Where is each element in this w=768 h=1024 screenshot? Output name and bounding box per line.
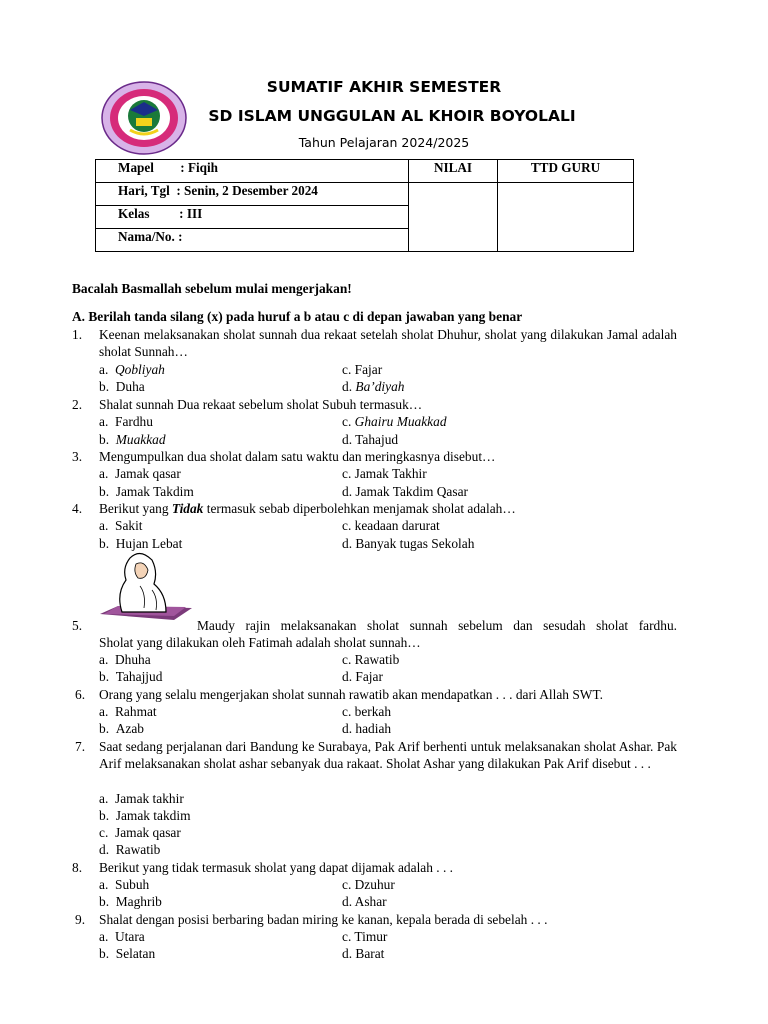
mapel-cell: Mapel : Fiqih <box>96 160 409 183</box>
q4-option-d[interactable]: d. Banyak tugas Sekolah <box>342 536 475 551</box>
q3-text: Mengumpulkan dua sholat dalam satu waktu dan meringkasnya disebut… <box>99 449 496 464</box>
q6-option-b[interactable]: b. Azab <box>99 721 145 736</box>
q7-option-b[interactable]: b. Jamak takdim <box>99 808 191 823</box>
q2-option-d[interactable]: d. Tahajud <box>342 432 399 447</box>
q4-option-b[interactable]: b. Hujan Lebat <box>99 536 183 551</box>
q5-option-c[interactable]: c. Rawatib <box>342 652 400 667</box>
q5-option-b[interactable]: b. Tahajjud <box>99 669 163 684</box>
q4-text: Berikut yang Tidak termasuk sebab diperbolehkan menjamak sholat adalah… <box>99 501 516 516</box>
q8-number: 8. <box>72 860 83 875</box>
q5-option-d[interactable]: d. Fajar <box>342 669 383 684</box>
praying-girl-illustration <box>100 550 192 622</box>
q6-option-c[interactable]: c. berkah <box>342 704 392 719</box>
q3-option-a[interactable]: a. Jamak qasar <box>99 466 181 481</box>
q3-option-c[interactable]: c. Jamak Takhir <box>342 466 427 481</box>
q1-option-d[interactable]: d. Ba’diyah <box>342 379 405 394</box>
q3-option-d[interactable]: d. Jamak Takdim Qasar <box>342 484 468 499</box>
q7-option-c[interactable]: c. Jamak qasar <box>99 825 181 840</box>
section-a-heading: A. Berilah tanda silang (x) pada huruf a b atau c di depan jawaban yang benar <box>72 309 523 324</box>
q7-option-d[interactable]: d. Rawatib <box>99 842 161 857</box>
q8-option-c[interactable]: c. Dzuhur <box>342 877 395 892</box>
school-name: SD ISLAM UNGGULAN AL KHOIR BOYOLALI <box>208 107 576 125</box>
q4-option-a[interactable]: a. Sakit <box>99 518 143 533</box>
q1-option-b[interactable]: b. Duha <box>99 379 145 394</box>
q5-text-line2: Sholat yang dilakukan oleh Fatimah adalah sholat sunnah… <box>99 635 421 650</box>
q8-option-b[interactable]: b. Maghrib <box>99 894 162 909</box>
q6-text: Orang yang selalu mengerjakan sholat sunnah rawatib akan mendapatkan . . . dari Allah SWT. <box>99 687 603 702</box>
ttd-header: TTD GURU <box>498 160 634 183</box>
q8-option-a[interactable]: a. Subuh <box>99 877 150 892</box>
q9-option-c[interactable]: c. Timur <box>342 929 388 944</box>
q7-option-a[interactable]: a. Jamak takhir <box>99 791 184 806</box>
exam-title: SUMATIF AKHIR SEMESTER <box>266 78 502 96</box>
kelas-cell: Kelas : III <box>96 206 409 229</box>
nama-cell[interactable]: Nama/No. : <box>96 229 409 252</box>
q4-option-c[interactable]: c. keadaan darurat <box>342 518 440 533</box>
q6-number: 6. <box>75 687 86 702</box>
q8-option-d[interactable]: d. Ashar <box>342 894 387 909</box>
q9-option-b[interactable]: b. Selatan <box>99 946 156 961</box>
q2-text: Shalat sunnah Dua rekaat sebelum sholat Subuh termasuk… <box>99 397 423 412</box>
q1-option-a[interactable]: a. Qobliyah <box>99 362 165 377</box>
q5-text-line1: Maudy rajin melaksanakan sholat sunnah sebelum dan sesudah sholat fardhu. <box>197 618 677 633</box>
q2-option-c[interactable]: c. Ghairu Muakkad <box>342 414 447 429</box>
academic-year: Tahun Pelajaran 2024/2025 <box>298 135 470 150</box>
q2-option-a[interactable]: a. Fardhu <box>99 414 153 429</box>
q9-number: 9. <box>75 912 86 927</box>
q5-number: 5. <box>72 618 83 633</box>
q1-text: Keenan melaksanakan sholat sunnah dua rekaat setelah sholat Dhuhur, sholat yang dilakukan Jamal adalah sholat Sunnah… <box>99 327 677 360</box>
nilai-box[interactable] <box>409 183 498 252</box>
q6-option-a[interactable]: a. Rahmat <box>99 704 157 719</box>
q9-option-d[interactable]: d. Barat <box>342 946 385 961</box>
nilai-header: NILAI <box>409 160 498 183</box>
q1-number: 1. <box>72 327 83 342</box>
q5-option-a[interactable]: a. Dhuha <box>99 652 151 667</box>
hari-cell: Hari, Tgl : Senin, 2 Desember 2024 <box>96 183 409 206</box>
q2-number: 2. <box>72 397 83 412</box>
q6-option-d[interactable]: d. hadiah <box>342 721 392 736</box>
q9-text: Shalat dengan posisi berbaring badan miring ke kanan, kepala berada di sebelah . . . <box>99 912 548 927</box>
q2-option-b[interactable]: b. Muakkad <box>99 432 166 447</box>
q3-option-b[interactable]: b. Jamak Takdim <box>99 484 194 499</box>
instruction: Bacalah Basmallah sebelum mulai mengerjakan! <box>72 281 352 296</box>
info-table <box>95 159 634 252</box>
q9-option-a[interactable]: a. Utara <box>99 929 145 944</box>
ttd-box[interactable] <box>498 183 634 252</box>
q7-number: 7. <box>75 739 86 754</box>
q3-number: 3. <box>72 449 83 464</box>
q7-text: Saat sedang perjalanan dari Bandung ke Surabaya, Pak Arif berhenti untuk melaksanakan sholat Ashar. Pak Arif melaksanakan sholat ashar sebanyak dua rakaat. Sholat Ashar yang dilakukan Pak Arif disebut . . . <box>99 739 677 772</box>
q1-option-c[interactable]: c. Fajar <box>342 362 383 377</box>
q4-number: 4. <box>72 501 83 516</box>
q8-text: Berikut yang tidak termasuk sholat yang dapat dijamak adalah . . . <box>99 860 454 875</box>
